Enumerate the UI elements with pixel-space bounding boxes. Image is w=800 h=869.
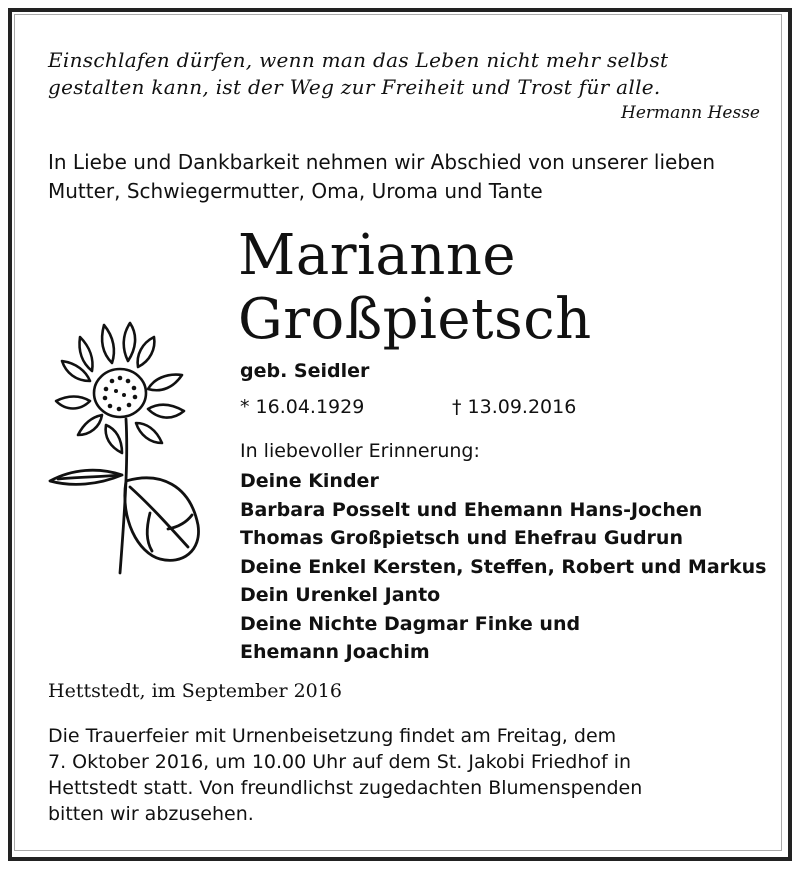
- quote-line: gestalten kann, ist der Weg zur Freiheit und Trost für alle.: [48, 75, 661, 99]
- intro-line: In Liebe und Dankbarkeit nehmen wir Abschied von unserer lieben: [48, 150, 716, 174]
- maiden-name: geb. Seidler: [240, 360, 370, 382]
- mourner-line: Deine Kinder: [240, 470, 379, 492]
- quote-line: Einschlafen dürfen, wenn man das Leben nicht mehr selbst: [48, 48, 669, 72]
- intro-line: Mutter, Schwiegermutter, Oma, Uroma und Tante: [48, 179, 543, 203]
- place-date: Hettstedt, im September 2016: [48, 680, 342, 702]
- mourner-line: Ehemann Joachim: [240, 641, 430, 663]
- last-name: Großpietsch: [238, 287, 592, 352]
- mourner-line: Deine Enkel Kersten, Steffen, Robert und Markus: [240, 555, 767, 578]
- mourner-line: Thomas Großpietsch und Ehefrau Gudrun: [240, 527, 683, 549]
- birth-date: * 16.04.1929: [240, 396, 365, 418]
- life-dates: [240, 396, 577, 418]
- quote-author: Hermann Hesse: [621, 103, 760, 123]
- funeral-line: bitten wir abzusehen.: [48, 803, 254, 825]
- mourners-list: [240, 467, 767, 667]
- mourner-line: Deine Nichte Dagmar Finke und: [240, 612, 581, 635]
- funeral-line: Hettstedt statt. Von freundlichst zugedachten Blumenspenden: [48, 777, 643, 799]
- intro-text: [48, 148, 778, 206]
- quote: [48, 47, 768, 101]
- mourner-line: Barbara Posselt und Ehemann Hans-Jochen: [240, 498, 703, 521]
- sunflower-icon: [42, 315, 202, 575]
- memory-label: In liebevoller Erinnerung:: [240, 440, 480, 462]
- death-date: † 13.09.2016: [452, 396, 577, 418]
- first-name: Marianne: [238, 223, 517, 288]
- deceased-name: [238, 224, 592, 352]
- funeral-line: Die Trauerfeier mit Urnenbeisetzung findet am Freitag, dem: [48, 725, 617, 747]
- mourner-line: Dein Urenkel Janto: [240, 584, 441, 606]
- funeral-info: [48, 723, 748, 827]
- funeral-line: 7. Oktober 2016, um 10.00 Uhr auf dem St. Jakobi Friedhof in: [48, 751, 632, 773]
